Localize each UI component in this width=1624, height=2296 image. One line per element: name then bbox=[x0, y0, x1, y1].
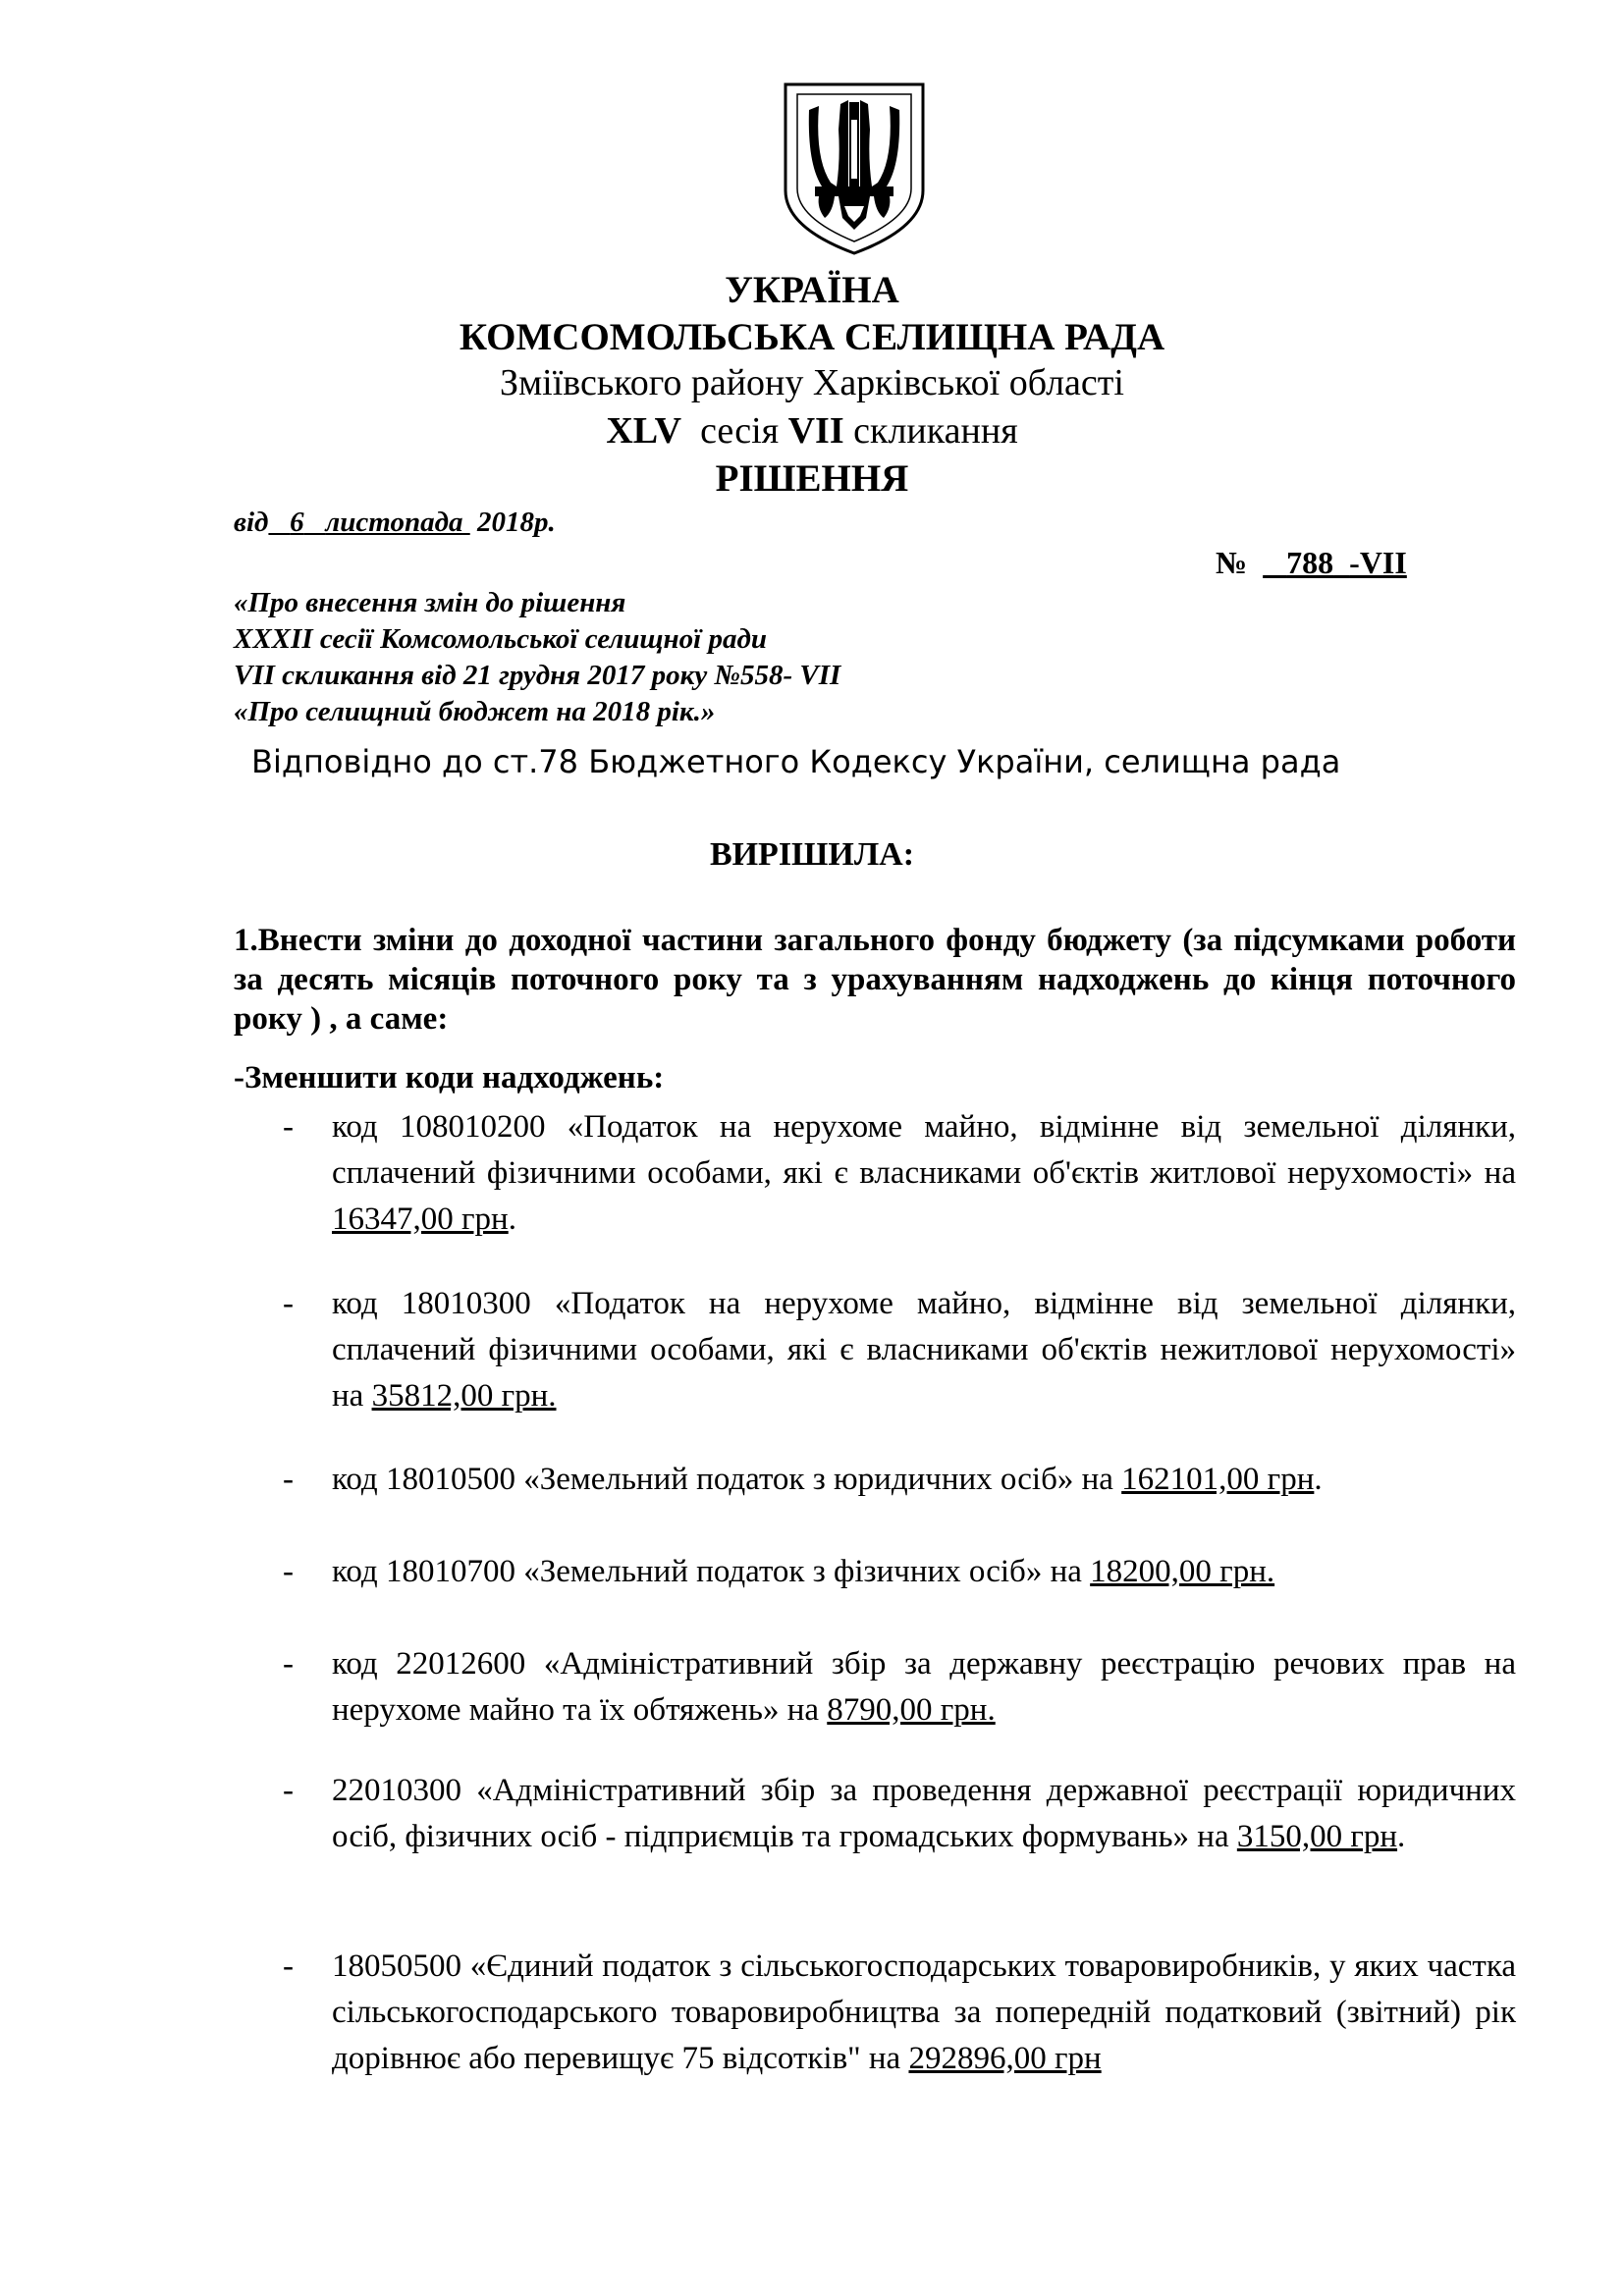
country-title: УКРАЇНА bbox=[725, 269, 899, 311]
list-dash: - bbox=[283, 1462, 294, 1497]
list-dash: - bbox=[283, 1554, 294, 1589]
list-item-text bbox=[332, 1281, 1516, 1419]
subject-line: «Про внесення змін до рішення bbox=[234, 587, 626, 618]
preamble-text: Відповідно до ст.78 Бюджетного Кодексу України, селищна рада bbox=[251, 743, 1341, 780]
item-amount: 35812,00 грн. bbox=[371, 1378, 557, 1414]
item-amount: 8790,00 грн. bbox=[827, 1692, 996, 1728]
date-day: 6 bbox=[290, 507, 304, 538]
list-item-text bbox=[332, 1768, 1516, 1860]
item-amount: 18200,00 грн. bbox=[1090, 1554, 1275, 1589]
decision-number bbox=[1216, 545, 1407, 581]
item-description: код 18010300 «Податок на нерухоме майно, відмінне від земельної ділянки, сплачений фізичними особами, які є власниками об'єктів нежитлової нерухомості» на bbox=[332, 1286, 1516, 1414]
list-item-text bbox=[332, 1104, 1516, 1243]
subject-line: XXXII сесії Комсомольської селищної ради bbox=[234, 623, 767, 655]
item-description: код 18010500 «Земельний податок з юридичних осіб» на bbox=[332, 1462, 1122, 1497]
item-description: код 108010200 «Податок на нерухоме майно, відмінне від земельної ділянки, сплачений фізичними особами, які є власниками об'єктів житлової нерухомості» на bbox=[332, 1109, 1516, 1191]
session-number: XLV bbox=[606, 410, 682, 452]
date-month: листопада bbox=[325, 507, 463, 538]
point-1-text: 1.Внести зміни до доходної частини загального фонду бюджету (за підсумками роботи за десять місяців поточного року та з урахуванням надходжень до кінця поточного року ) , а саме: bbox=[234, 923, 1516, 1037]
list-item bbox=[234, 1549, 1516, 1595]
list-dash: - bbox=[283, 1773, 294, 1808]
council-title: КОМСОМОЛЬСЬКА СЕЛИЩНА РАДА bbox=[459, 316, 1165, 358]
reduce-codes-heading: -Зменшити коди надходжень: bbox=[234, 1060, 665, 1095]
list-dash: - bbox=[283, 1646, 294, 1682]
subject-line: VII скликання від 21 грудня 2017 року №558- VII bbox=[234, 660, 841, 691]
list-item bbox=[234, 1944, 1516, 2082]
item-description: 22010300 «Адміністративний збір за проведення державної реєстрації юридичних осіб, фізичних осіб - підприємців та громадських формувань» на bbox=[332, 1773, 1516, 1854]
list-dash: - bbox=[283, 1949, 294, 1984]
list-dash: - bbox=[283, 1286, 294, 1321]
date-day-month bbox=[268, 507, 469, 538]
date-year: 2018р. bbox=[476, 507, 556, 538]
item-amount: 16347,00 грн bbox=[332, 1201, 509, 1237]
item-amount: 162101,00 грн bbox=[1121, 1462, 1315, 1497]
convocation-word: скликання bbox=[853, 410, 1018, 452]
district-line: Зміївського району Харківської області bbox=[500, 362, 1124, 403]
item-amount: 292896,00 грн bbox=[908, 2041, 1102, 2076]
list-item bbox=[234, 1768, 1516, 1860]
decided-heading: ВИРІШИЛА: bbox=[709, 836, 915, 873]
number-label: № bbox=[1216, 545, 1248, 580]
session-line bbox=[0, 409, 1624, 453]
list-item-text bbox=[332, 1641, 1516, 1734]
item-amount: 3150,00 грн bbox=[1236, 1819, 1398, 1854]
coat-of-arms-emblem bbox=[780, 80, 929, 257]
list-item bbox=[234, 1641, 1516, 1734]
number-underlined: _788_-VII bbox=[1263, 545, 1407, 580]
item-description: код 18010700 «Земельний податок з фізичних осіб» на bbox=[332, 1554, 1091, 1589]
list-item bbox=[234, 1457, 1516, 1503]
list-item-text bbox=[332, 1457, 1516, 1503]
item-tail: . bbox=[1314, 1462, 1323, 1497]
item-description: код 22012600 «Адміністративний збір за державну реєстрацію речових прав на нерухоме майно та їх обтяжень» на bbox=[332, 1646, 1516, 1728]
list-item-text bbox=[332, 1549, 1516, 1595]
number-value: 788 bbox=[1286, 545, 1334, 580]
list-item bbox=[234, 1104, 1516, 1243]
item-description: 18050500 «Єдиний податок з сільськогосподарських товаровиробників, у яких частка сільськогосподарського товаровиробництва за попередній податковий (звітний) рік дорівнює або перевищує 75 відсотків" на bbox=[332, 1949, 1516, 2076]
list-item-text bbox=[332, 1944, 1516, 2082]
subject-line: «Про селищний бюджет на 2018 рік.» bbox=[234, 696, 716, 727]
session-word: сесія bbox=[700, 410, 780, 452]
number-suffix: -VII bbox=[1349, 545, 1407, 580]
document-type-title: РІШЕННЯ bbox=[715, 457, 909, 500]
list-dash: - bbox=[283, 1109, 294, 1145]
convocation-number: VII bbox=[787, 410, 844, 452]
item-tail: . bbox=[1397, 1819, 1406, 1854]
list-item bbox=[234, 1281, 1516, 1419]
item-tail: . bbox=[508, 1201, 516, 1237]
decision-subject bbox=[234, 585, 840, 730]
date-prefix: від bbox=[234, 507, 269, 538]
decision-date bbox=[234, 507, 556, 539]
